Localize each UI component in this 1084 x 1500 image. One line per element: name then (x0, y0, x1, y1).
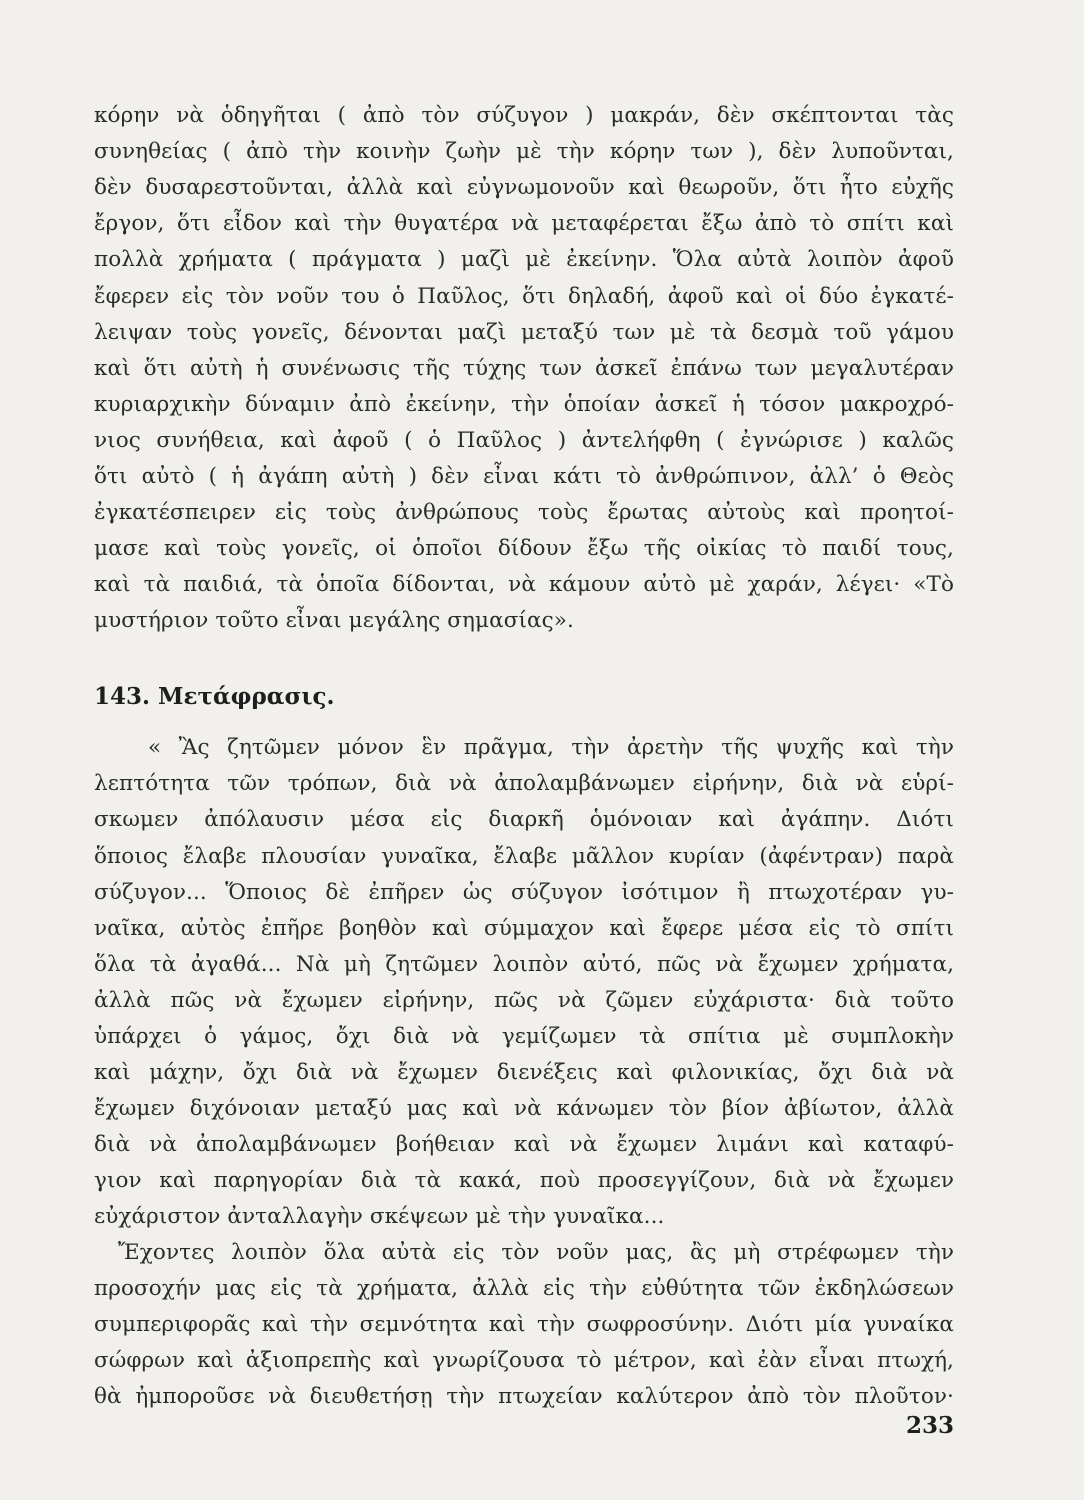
text-line: λειψαν τοὺς γονεῖς, δένονται μαζὶ μεταξύ των μὲ τὰ δεσμὰ τοῦ γάμου (94, 320, 954, 345)
text-line: ἔφερεν εἰς τὸν νοῦν του ὁ Παῦλος, ὅτι δηλαδή, ἀφοῦ καὶ οἱ δύο ἐγκατέ- (94, 284, 954, 309)
text-line: μασε καὶ τοὺς γονεῖς, οἱ ὁποῖοι δίδουν ἔξω τῆς οἰκίας τὸ παιδί τους, (94, 536, 954, 561)
text-line: Ἔχοντες λοιπὸν ὅλα αὐτὰ εἰς τὸν νοῦν μας, ἂς μὴ στρέφωμεν τὴν (118, 1240, 954, 1265)
text-line: κυριαρχικὴν δύναμιν ἀπὸ ἐκείνην, τὴν ὁποίαν ἀσκεῖ ἡ τόσον μακροχρό- (94, 392, 954, 417)
text-line: προσοχήν μας εἰς τὰ χρήματα, ἀλλὰ εἰς τὴν εὐθύτητα τῶν ἐκδηλώσεων (94, 1276, 954, 1301)
text-line: θὰ ἠμποροῦσε νὰ διευθετήσῃ τὴν πτωχείαν καλύτερον ἀπὸ τὸν πλοῦτον· (94, 1384, 954, 1409)
text-line: ὅποιος ἔλαβε πλουσίαν γυναῖκα, ἔλαβε μᾶλλον κυρίαν (ἀφέντραν) παρὰ (94, 844, 954, 869)
page-number: 233 (906, 1412, 955, 1439)
text-line: ἔργον, ὅτι εἶδον καὶ τὴν θυγατέρα νὰ μεταφέρεται ἔξω ἀπὸ τὸ σπίτι καὶ (94, 211, 954, 236)
text-line: σκωμεν ἀπόλαυσιν μέσα εἰς διαρκῆ ὁμόνοιαν καὶ ἀγάπην. Διότι (94, 807, 954, 832)
text-line: συμπεριφορᾶς καὶ τὴν σεμνότητα καὶ τὴν σωφροσύνην. Διότι μία γυναίκα (94, 1312, 954, 1337)
text-line: γιον καὶ παρηγορίαν διὰ τὰ κακά, ποὺ προσεγγίζουν, διὰ νὰ ἔχωμεν (94, 1168, 954, 1193)
text-line: μυστήριον τοῦτο εἶναι μεγάλης σημασίας». (94, 608, 574, 633)
text-line: ἔχωμεν διχόνοιαν μεταξύ μας καὶ νὰ κάνωμεν τὸν βίον ἀβίωτον, ἀλλὰ (94, 1096, 954, 1121)
text-line: πολλὰ χρήματα ( πράγματα ) μαζὶ μὲ ἐκείνην. Ὅλα αὐτὰ λοιπὸν ἀφοῦ (94, 247, 954, 272)
text-line: κόρην νὰ ὁδηγῆται ( ἀπὸ τὸν σύζυγον ) μακράν, δὲν σκέπτονται τὰς (94, 103, 954, 128)
text-line: ναῖκα, αὐτὸς ἐπῆρε βοηθὸν καὶ σύμμαχον καὶ ἔφερε μέσα εἰς τὸ σπίτι (94, 916, 954, 941)
text-line: ὅλα τὰ ἀγαθά... Νὰ μὴ ζητῶμεν λοιπὸν αὐτό, πῶς νὰ ἔχωμεν χρήματα, (94, 952, 954, 977)
text-line: ἐγκατέσπειρεν εἰς τοὺς ἀνθρώπους τοὺς ἔρωτας αὐτοὺς καὶ προητοί- (94, 500, 954, 525)
text-line: συνηθείας ( ἀπὸ τὴν κοινὴν ζωὴν μὲ τὴν κόρην των ), δὲν λυποῦνται, (94, 139, 954, 164)
text-line: καὶ ὅτι αὐτὴ ἡ συνένωσις τῆς τύχης των ἀσκεῖ ἐπάνω των μεγαλυτέραν (94, 356, 954, 381)
section-heading: 143. Μετάφρασις. (94, 683, 335, 710)
text-line: « Ἂς ζητῶμεν μόνον ἓν πρᾶγμα, τὴν ἀρετὴν τῆς ψυχῆς καὶ τὴν (148, 735, 954, 760)
text-line: νιος συνήθεια, καὶ ἀφοῦ ( ὁ Παῦλος ) ἀντελήφθη ( ἐγνώρισε ) καλῶς (94, 428, 954, 453)
text-line: λεπτότητα τῶν τρόπων, διὰ νὰ ἀπολαμβάνωμεν εἰρήνην, διὰ νὰ εὑρί- (94, 771, 954, 796)
text-line: δὲν δυσαρεστοῦνται, ἀλλὰ καὶ εὐγνωμονοῦν καὶ θεωροῦν, ὅτι ἦτο εὐχῆς (94, 175, 954, 200)
text-line: ὅτι αὐτὸ ( ἡ ἀγάπη αὐτὴ ) δὲν εἶναι κάτι τὸ ἀνθρώπινον, ἀλλ’ ὁ Θεὸς (94, 464, 954, 489)
text-line: ὑπάρχει ὁ γάμος, ὄχι διὰ νὰ γεμίζωμεν τὰ σπίτια μὲ συμπλοκὴν (94, 1024, 954, 1049)
text-line: καὶ τὰ παιδιά, τὰ ὁποῖα δίδονται, νὰ κάμουν αὐτὸ μὲ χαράν, λέγει· «Τὸ (94, 572, 954, 597)
text-line: καὶ μάχην, ὄχι διὰ νὰ ἔχωμεν διενέξεις καὶ φιλονικίας, ὄχι διὰ νὰ (94, 1060, 954, 1085)
text-line: διὰ νὰ ἀπολαμβάνωμεν βοήθειαν καὶ νὰ ἔχωμεν λιμάνι καὶ καταφύ- (94, 1132, 954, 1157)
text-line: ἀλλὰ πῶς νὰ ἔχωμεν εἰρήνην, πῶς νὰ ζῶμεν εὐχάριστα· διὰ τοῦτο (94, 988, 954, 1013)
text-line: σύζυγον... Ὅποιος δὲ ἐπῆρεν ὡς σύζυγον ἰσότιμον ἢ πτωχοτέραν γυ- (94, 880, 954, 905)
text-line: σώφρων καὶ ἀξιοπρεπὴς καὶ γνωρίζουσα τὸ μέτρον, καὶ ἐὰν εἶναι πτωχή, (94, 1348, 954, 1373)
text-line: εὐχάριστον ἀνταλλαγὴν σκέψεων μὲ τὴν γυναῖκα... (94, 1204, 665, 1229)
